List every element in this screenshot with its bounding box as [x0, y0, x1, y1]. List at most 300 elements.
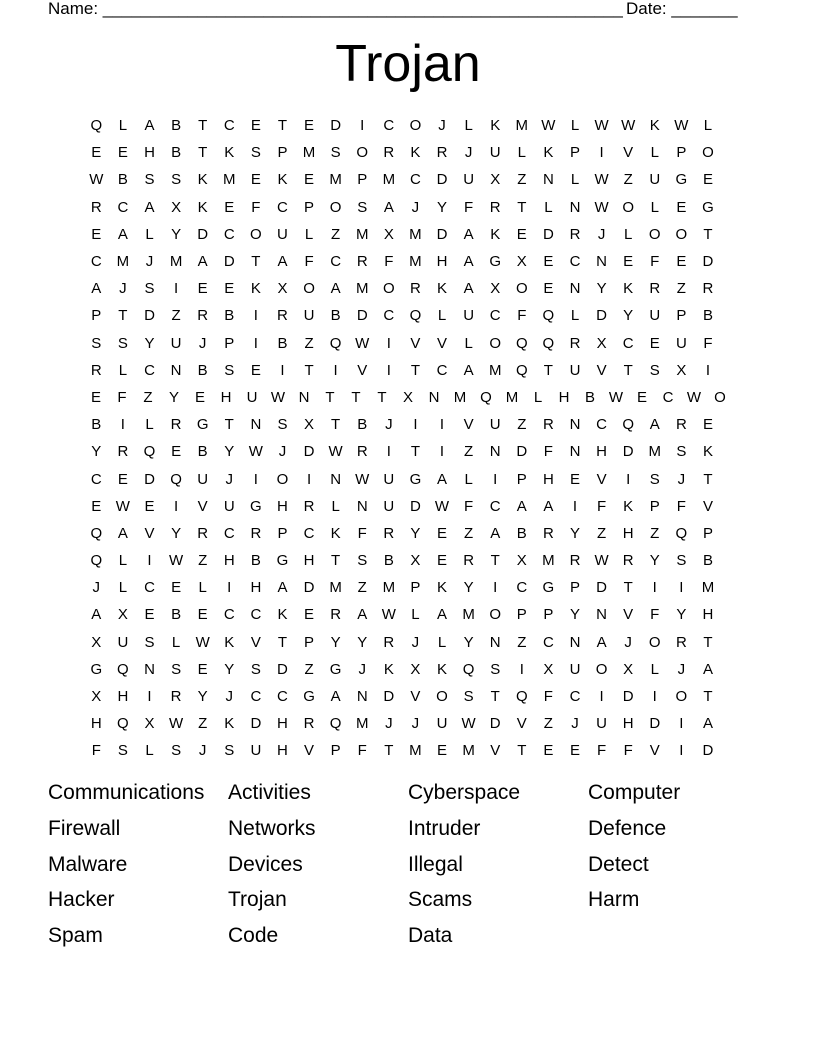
grid-row: [83, 166, 733, 193]
grid-letter: L: [650, 660, 659, 678]
grid-letter: O: [714, 388, 726, 406]
grid-letter: I: [280, 361, 285, 379]
grid-letter: D: [197, 225, 209, 243]
grid-letter: I: [679, 742, 684, 760]
grid-row: [83, 465, 733, 492]
grid-letter: W: [461, 715, 476, 733]
grid-letter: Q: [90, 552, 103, 570]
grid-letter: S: [224, 361, 235, 379]
grid-letter: I: [599, 688, 604, 706]
grid-letter: V: [437, 334, 448, 352]
grid-letter: B: [171, 606, 182, 624]
grid-letter: R: [436, 144, 448, 162]
grid-letter: V: [144, 524, 155, 542]
grid-letter: M: [169, 253, 183, 271]
grid-letter: Z: [464, 524, 474, 542]
grid-letter: N: [569, 280, 581, 298]
grid-letter: T: [331, 552, 341, 570]
puzzle-title: Trojan: [335, 35, 481, 93]
grid-letter: T: [118, 307, 128, 325]
grid-row: [83, 248, 733, 275]
grid-letter: K: [649, 117, 660, 135]
grid-letter: Q: [675, 524, 688, 542]
grid-letter: C: [542, 633, 554, 651]
grid-letter: C: [569, 253, 581, 271]
grid-letter: J: [411, 633, 420, 651]
word-list-item: Activities: [228, 781, 311, 804]
grid-letter: S: [144, 633, 155, 651]
grid-letter: I: [333, 361, 338, 379]
grid-letter: E: [623, 253, 634, 271]
grid-letter: N: [569, 443, 581, 461]
grid-letter: M: [462, 606, 475, 624]
grid-letter: L: [331, 497, 340, 515]
grid-letter: B: [584, 388, 595, 406]
grid-letter: R: [197, 524, 209, 542]
word-column: [48, 780, 204, 959]
grid-letter: Y: [197, 688, 208, 706]
grid-letter: I: [173, 280, 179, 298]
grid-letter: L: [570, 117, 580, 135]
grid-letter: Z: [198, 552, 208, 570]
grid-letter: I: [652, 688, 657, 706]
grid-letter: M: [515, 117, 529, 135]
grid-letter: N: [489, 443, 501, 461]
grid-letter: C: [410, 171, 421, 189]
grid-letter: H: [542, 470, 554, 488]
grid-letter: Q: [480, 388, 492, 406]
grid-letter: Q: [170, 470, 182, 488]
grid-letter: C: [662, 388, 674, 406]
grid-letter: I: [386, 334, 391, 352]
grid-letter: S: [357, 552, 368, 570]
grid-letter: Z: [171, 307, 181, 325]
grid-letter: G: [90, 660, 103, 678]
grid-letter: C: [383, 307, 395, 325]
grid-letter: R: [542, 524, 554, 542]
grid-letter: H: [702, 606, 714, 624]
grid-letter: S: [676, 552, 687, 570]
grid-letter: F: [117, 388, 127, 406]
grid-letter: N: [596, 253, 607, 271]
grid-letter: M: [648, 443, 662, 461]
grid-letter: V: [649, 742, 660, 760]
grid-letter: J: [225, 470, 234, 488]
grid-letter: X: [144, 715, 155, 733]
grid-letter: I: [413, 416, 418, 434]
grid-letter: N: [569, 633, 581, 651]
grid-letter: R: [383, 633, 395, 651]
grid-letter: F: [676, 497, 686, 515]
word-list-item: Defence: [588, 816, 667, 840]
grid-letter: L: [145, 416, 154, 434]
grid-letter: Y: [437, 198, 448, 216]
grid-row: [83, 330, 733, 357]
grid-letter: J: [225, 688, 234, 706]
word-list-item: Communications: [48, 781, 205, 804]
grid-letter: D: [436, 225, 448, 243]
grid-letter: R: [356, 253, 368, 271]
grid-letter: T: [517, 742, 527, 760]
grid-letter: V: [410, 334, 421, 352]
grid-letter: I: [386, 443, 391, 461]
grid-letter: E: [171, 443, 182, 461]
grid-letter: P: [702, 524, 713, 542]
grid-letter: U: [596, 715, 607, 733]
grid-letter: Z: [543, 715, 553, 733]
grid-letter: E: [171, 579, 182, 597]
grid-letter: F: [517, 307, 527, 325]
grid-letter: T: [331, 416, 341, 434]
grid-letter: X: [623, 660, 634, 678]
grid-letter: C: [436, 361, 448, 379]
grid-letter: R: [675, 633, 687, 651]
grid-letter: B: [197, 361, 208, 379]
grid-letter: J: [464, 144, 473, 162]
grid-letter: I: [360, 117, 365, 135]
grid-letter: U: [463, 171, 475, 189]
grid-letter: H: [303, 552, 315, 570]
grid-letter: W: [195, 633, 210, 651]
grid-letter: J: [385, 715, 393, 733]
grid-letter: W: [115, 497, 130, 515]
grid-letter: Y: [171, 225, 182, 243]
grid-letter: O: [515, 280, 528, 298]
grid-letter: O: [356, 144, 369, 162]
grid-letter: N: [489, 633, 501, 651]
grid-letter: C: [330, 253, 342, 271]
grid-letter: F: [596, 497, 607, 515]
grid-letter: C: [516, 579, 528, 597]
grid-letter: V: [463, 416, 474, 434]
grid-letter: G: [702, 198, 714, 216]
grid-letter: K: [197, 171, 208, 189]
grid-letter: U: [436, 715, 448, 733]
grid-letter: S: [224, 742, 235, 760]
grid-letter: J: [411, 198, 420, 216]
grid-letter: E: [117, 470, 128, 488]
grid-letter: C: [250, 688, 262, 706]
grid-letter: H: [117, 688, 129, 706]
grid-letter: M: [355, 715, 369, 733]
grid-letter: B: [91, 416, 102, 434]
word-list-item: Trojan: [228, 888, 287, 912]
word-list-item: Data: [408, 924, 453, 948]
grid-letter: A: [277, 579, 288, 597]
grid-letter: P: [330, 742, 341, 760]
grid-letter: Y: [144, 334, 155, 352]
grid-letter: H: [144, 144, 155, 162]
grid-letter: R: [170, 416, 182, 434]
grid-letter: J: [677, 470, 686, 488]
grid-row: [83, 574, 733, 601]
grid-letter: Y: [463, 579, 474, 597]
grid-letter: Y: [224, 443, 235, 461]
grid-letter: R: [117, 443, 129, 461]
grid-letter: L: [437, 307, 447, 325]
grid-letter: K: [623, 497, 634, 515]
word-list-item: Malware: [48, 852, 128, 876]
grid-letter: R: [90, 361, 102, 379]
grid-letter: B: [117, 171, 128, 189]
grid-letter: C: [117, 198, 129, 216]
grid-letter: B: [702, 552, 713, 570]
grid-letter: E: [437, 742, 448, 760]
grid-letter: F: [596, 742, 607, 760]
grid-letter: K: [330, 524, 341, 542]
word-list-item: Code: [228, 924, 279, 948]
grid-letter: R: [303, 715, 315, 733]
grid-letter: I: [120, 416, 125, 434]
grid-letter: W: [541, 117, 556, 135]
grid-letter: D: [622, 443, 634, 461]
grid-letter: H: [622, 524, 634, 542]
grid-letter: E: [437, 552, 448, 570]
grid-letter: Z: [198, 715, 208, 733]
grid-letter: V: [197, 497, 208, 515]
grid-letter: P: [516, 470, 527, 488]
grid-letter: P: [569, 579, 580, 597]
grid-letter: M: [409, 742, 422, 760]
grid-letter: H: [250, 579, 262, 597]
grid-letter: Y: [463, 633, 474, 651]
grid-letter: A: [702, 715, 713, 733]
grid-letter: A: [596, 633, 607, 651]
grid-letter: O: [648, 633, 661, 651]
grid-letter: F: [384, 253, 394, 271]
grid-letter: H: [596, 443, 607, 461]
grid-letter: Q: [622, 416, 634, 434]
grid-letter: E: [144, 606, 155, 624]
grid-letter: S: [144, 171, 155, 189]
grid-letter: J: [119, 280, 127, 298]
word-list-item: Firewall: [48, 816, 121, 840]
grid-letter: C: [489, 307, 501, 325]
grid-row: [83, 710, 733, 737]
grid-letter: H: [436, 253, 448, 271]
grid-letter: K: [623, 280, 634, 298]
grid-letter: S: [171, 742, 182, 760]
grid-letter: T: [351, 388, 361, 406]
grid-letter: S: [357, 198, 368, 216]
grid-letter: J: [438, 117, 446, 135]
grid-letter: U: [675, 334, 687, 352]
grid-letter: I: [679, 579, 684, 597]
grid-letter: V: [357, 361, 368, 379]
grid-letter: B: [383, 552, 394, 570]
grid-letter: L: [118, 552, 128, 570]
grid-letter: E: [91, 497, 102, 515]
word-column: [228, 780, 316, 959]
grid-letter: S: [676, 443, 687, 461]
grid-letter: K: [437, 280, 448, 298]
grid-letter: M: [453, 388, 467, 406]
grid-letter: L: [517, 144, 526, 162]
grid-letter: O: [436, 688, 448, 706]
grid-letter: M: [329, 579, 342, 597]
grid-letter: Q: [542, 307, 555, 325]
grid-letter: W: [381, 606, 396, 624]
grid-letter: Q: [117, 715, 129, 733]
grid-letter: E: [144, 497, 155, 515]
grid-letter: Z: [650, 524, 660, 542]
grid-letter: X: [91, 633, 102, 651]
grid-letter: L: [437, 633, 447, 651]
grid-letter: D: [516, 443, 528, 461]
grid-letter: A: [702, 660, 713, 678]
grid-letter: R: [542, 416, 554, 434]
grid-letter: S: [330, 144, 341, 162]
grid-letter: K: [490, 225, 501, 243]
grid-letter: W: [621, 117, 636, 135]
grid-letter: S: [463, 688, 474, 706]
grid-row: [83, 194, 733, 221]
grid-letter: O: [329, 198, 342, 216]
grid-letter: Q: [462, 660, 475, 678]
grid-letter: N: [428, 388, 440, 406]
grid-letter: X: [304, 416, 315, 434]
grid-letter: Y: [676, 606, 687, 624]
grid-letter: U: [117, 633, 129, 651]
grid-row: [83, 357, 733, 384]
grid-letter: A: [543, 497, 554, 515]
word-list-item: Hacker: [48, 888, 115, 912]
grid-letter: Y: [623, 307, 634, 325]
grid-letter: C: [250, 606, 262, 624]
grid-letter: Q: [143, 443, 156, 461]
grid-letter: A: [437, 470, 448, 488]
grid-row: [83, 438, 733, 465]
grid-letter: O: [250, 225, 262, 243]
grid-letter: C: [277, 198, 288, 216]
grid-letter: Z: [623, 171, 633, 189]
grid-letter: A: [144, 198, 155, 216]
letter-grid: [83, 112, 733, 765]
grid-letter: M: [382, 579, 396, 597]
grid-letter: D: [356, 307, 368, 325]
grid-letter: L: [304, 225, 314, 243]
grid-letter: R: [569, 552, 581, 570]
grid-letter: I: [173, 497, 179, 515]
grid-letter: S: [171, 171, 182, 189]
grid-letter: C: [223, 606, 235, 624]
grid-letter: C: [90, 470, 102, 488]
grid-letter: B: [250, 552, 261, 570]
grid-letter: X: [490, 280, 501, 298]
grid-letter: S: [250, 144, 261, 162]
grid-letter: M: [223, 171, 236, 189]
grid-letter: V: [410, 688, 421, 706]
grid-letter: V: [623, 144, 634, 162]
grid-letter: N: [569, 416, 581, 434]
grid-letter: D: [144, 470, 155, 488]
grid-letter: R: [410, 280, 421, 298]
grid-letter: D: [277, 660, 288, 678]
grid-letter: J: [198, 742, 207, 760]
grid-letter: J: [411, 715, 420, 733]
grid-letter: X: [516, 552, 527, 570]
grid-letter: F: [623, 742, 633, 760]
grid-letter: W: [248, 443, 263, 461]
grid-letter: B: [516, 524, 527, 542]
grid-letter: Y: [569, 606, 580, 624]
grid-letter: L: [544, 198, 553, 216]
grid-letter: C: [144, 361, 155, 379]
grid-letter: I: [147, 688, 152, 706]
grid-letter: X: [516, 253, 527, 271]
grid-letter: X: [676, 361, 687, 379]
grid-letter: W: [608, 388, 624, 406]
grid-letter: P: [543, 606, 554, 624]
grid-letter: E: [569, 470, 580, 488]
grid-letter: T: [490, 688, 500, 706]
grid-letter: Y: [330, 633, 341, 651]
grid-letter: R: [356, 443, 368, 461]
grid-letter: L: [533, 388, 543, 406]
grid-letter: T: [304, 361, 314, 379]
grid-letter: E: [194, 388, 205, 406]
word-list-item: Detect: [588, 852, 649, 876]
grid-letter: B: [277, 334, 288, 352]
grid-letter: E: [90, 388, 101, 406]
grid-letter: W: [594, 198, 609, 216]
grid-letter: E: [437, 524, 448, 542]
grid-letter: Y: [649, 552, 660, 570]
grid-letter: P: [277, 524, 288, 542]
grid-letter: X: [171, 198, 182, 216]
grid-letter: K: [383, 660, 394, 678]
grid-letter: N: [298, 388, 310, 406]
grid-letter: E: [636, 388, 647, 406]
grid-letter: G: [542, 579, 555, 597]
grid-letter: V: [490, 742, 501, 760]
word-list-item: Networks: [228, 816, 316, 840]
grid-letter: K: [437, 579, 448, 597]
grid-letter: O: [675, 688, 688, 706]
word-column: [588, 780, 680, 923]
grid-letter: Y: [569, 524, 580, 542]
grid-letter: M: [505, 388, 519, 406]
grid-letter: I: [652, 579, 657, 597]
grid-letter: E: [224, 198, 235, 216]
grid-letter: Z: [676, 280, 686, 298]
grid-letter: Z: [517, 171, 527, 189]
name-field-label: Name: _______________________________________________________: [48, 0, 623, 18]
grid-letter: O: [675, 225, 688, 243]
grid-letter: M: [701, 579, 715, 597]
grid-letter: K: [277, 606, 288, 624]
grid-letter: N: [596, 606, 607, 624]
grid-letter: F: [464, 497, 474, 515]
grid-letter: P: [357, 171, 368, 189]
word-list-item: Computer: [588, 781, 681, 804]
grid-letter: F: [543, 443, 553, 461]
grid-letter: W: [168, 715, 184, 733]
grid-letter: D: [596, 307, 607, 325]
grid-letter: I: [572, 497, 578, 515]
grid-letter: V: [596, 361, 607, 379]
grid-letter: A: [383, 198, 394, 216]
grid-letter: Z: [304, 334, 314, 352]
grid-letter: M: [409, 253, 422, 271]
grid-letter: U: [569, 660, 581, 678]
grid-row: [83, 683, 733, 710]
grid-letter: L: [118, 117, 128, 135]
grid-letter: R: [330, 606, 342, 624]
grid-row: [83, 520, 733, 547]
grid-letter: I: [306, 470, 312, 488]
grid-letter: T: [198, 117, 208, 135]
